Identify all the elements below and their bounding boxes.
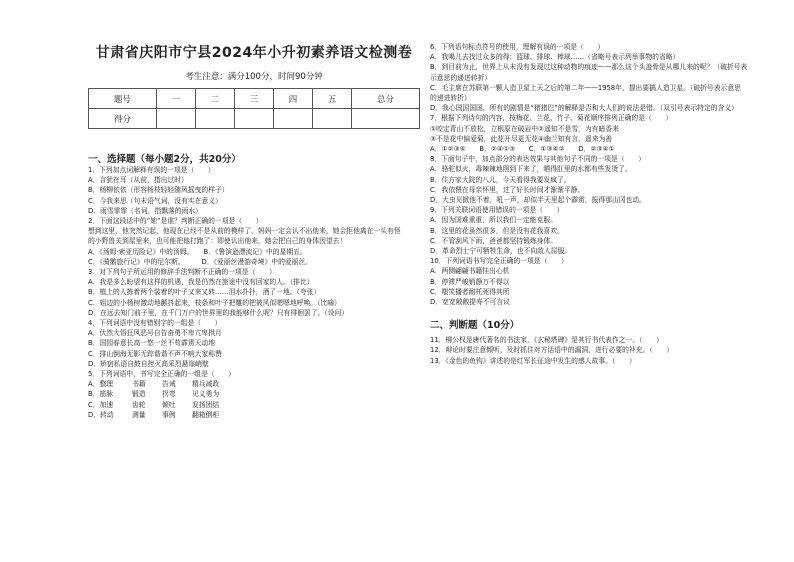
score-header-cell: 总分 (352, 89, 420, 109)
option-word: 翻箱倒柜 (192, 410, 220, 419)
question-line: 10．下列词语书写完全正确的一项是（ ） (430, 257, 568, 266)
option-word: 告诫 (162, 380, 176, 389)
question-line: 13．《金色的鱼钩》讲述的是红军长征途中发生的感人故事。（ ） (430, 356, 636, 365)
question-line: 4．下列词语中没有错别字的一组是（ ） (88, 319, 222, 328)
question-line: 想到这里，他突然记起，他现在已经不是从前的模样了。妈妈一定会认不出他来，她会拒他离在一头有怪 (88, 227, 401, 236)
question-line: A．伏然大悟狂风恶号自告奋勇不卑亢卑拱月 (88, 329, 222, 338)
option-row (88, 379, 458, 389)
option-word: B．筋脉 (88, 390, 114, 399)
question-line: 的小野兽关到屋里来，也可能把他打跑了：即使认出他来，她会把自己的身体因望去！ (88, 237, 347, 246)
question-line: 11．柳公权是唐代著名的书法家，《玄秘塔碑》是其行书代表作之一。（ ） (430, 336, 663, 345)
exam-notice: 考生注意：满分100分，时间90分钟 (185, 72, 323, 82)
score-table-header (89, 89, 420, 109)
score-cell[interactable] (195, 109, 234, 129)
option-word: 锻造 (132, 390, 146, 399)
score-header-cell: 题号 (89, 89, 157, 109)
option-word: 测量 (132, 410, 146, 419)
option-word: C．加速 (88, 400, 114, 409)
score-table (88, 88, 420, 129)
question-line: 2．下面这段话中的“她”是谁？判断正确的一项是（ ） (88, 217, 263, 226)
question-line: D．雨雪霏霏（名词，指飘落的雨水） (88, 206, 202, 215)
option-word: 事例 (162, 410, 176, 419)
question-line: 1．下列加点词解释有误的一项是（ ） (88, 166, 215, 174)
question-line: D．宽宽敞敞提寿不可言议 (430, 298, 510, 307)
exam-title: 甘肃省庆阳市宁县2024年小升初素养语文检测卷 (95, 45, 413, 61)
question-line: ①咬定青山不放松，立根原在破岩中②遥知不是雪，为有暗香来 (430, 124, 619, 133)
option-word: D．转动 (88, 410, 114, 419)
question-line: D．矫宿私语自鼓自控灭高采烈悬崖峭壁 (88, 359, 209, 368)
question-line: B．杨柳依依（形容杨枝轻轻随风摇曳的样子） (88, 186, 229, 195)
option-word: 拐弯 (162, 390, 176, 399)
score-row-label: 得分 (89, 109, 157, 129)
score-header-cell: 五 (313, 89, 352, 109)
left-column (88, 0, 458, 420)
question-line: B．到目前为止，世界上从未没有发现过这种动物的痕迹——那么这个头盖骨是从哪儿来的呢？（破折号表 (430, 63, 748, 72)
option-word: 书籍 (132, 380, 146, 389)
question-line: C．姐边的小杨树激动地颤抖起来，枝条和叶子把雕的把被风似嗯嗯地呼唤。（比喻） (88, 298, 341, 307)
option-word: 齿轮 (132, 400, 146, 409)
score-header-cell: 四 (274, 89, 313, 109)
question-line: D．我心国国国国，所有的剧情是“猪猪巴”的解释是否和大人们的说法是错。（双引号表示特定的含义） (430, 104, 738, 113)
question-line: 12．辩论时要注意倾听，及时抓住对方话语中的漏洞，进行必要的补充。（ ） (430, 346, 674, 355)
option-row (88, 400, 458, 410)
option-word: 精兵减政 (192, 380, 220, 389)
option-row (88, 410, 458, 420)
question-line: A．骆驼似火，毒辣辣地照到下来了，晒得肛里的水都有些发烫了。 (430, 165, 632, 174)
option-word: 发扬团结 (192, 400, 220, 409)
question-line: 3．对下列句子所运用的修辞手法判断不正确的一项是（ ） (88, 268, 276, 277)
right-question-lines (430, 42, 782, 307)
question-line: 的递进转折） (430, 94, 471, 103)
option-word: 倾吐 (162, 400, 176, 409)
question-line: 示意思的递进转折） (430, 73, 492, 82)
question-line: C．嗤笑播者耐托死得其所 (430, 287, 510, 296)
question-line: 7．根据下列诗句的内容，按梅花、兰花、竹子、菊花顺序排列正确的是（ ） (430, 114, 673, 123)
question-line: A．因为国难重重，所以我们一定能克服。 (430, 216, 557, 225)
question-line: ③不是花中偏爱菊，此花开尽更无花④幽兰知有言，遥来为善 (430, 134, 613, 143)
score-cell[interactable] (274, 109, 313, 129)
question-line: C．毛主席在苏联第一颗人造卫星上天之后的第二年——1958年，提出要搞人造卫星。（破折号表示意思 (430, 83, 741, 92)
question-line: C．我依偎在母亲怀里，过了好长时间才渐渐平静。 (430, 185, 585, 194)
question-line: C．今我来思（句末语气词，没有实在意义） (88, 196, 222, 205)
score-cell[interactable] (313, 109, 352, 129)
question-line: B．这里的花虽然很多，但是没有花我喜欢。 (430, 226, 564, 235)
q5-options (88, 379, 458, 420)
option-word: 见义勇为 (192, 390, 220, 399)
score-header-cell: 三 (234, 89, 273, 109)
question-line: A．两侧翩翩书籍挂出心机 (430, 267, 510, 276)
right-column (430, 42, 782, 366)
question-line: A．我是多么盼望有这样的机遇，我是仍然在旅途中没有回家的人。（排比） (88, 278, 314, 287)
section-heading-choice: 一、选择题（每小题2分，共20分） (88, 154, 241, 165)
score-cell[interactable] (234, 109, 273, 129)
score-cell[interactable] (156, 109, 195, 129)
question-line: B．停滞严峻销静万不得以 (430, 277, 510, 286)
score-header-cell: 一 (156, 89, 195, 109)
left-question-lines (88, 165, 458, 379)
question-line: A．《汤姆·索亚历险记》中的汤姆。 B．《鲁滨逊漂流记》中的星期五。 (88, 247, 307, 256)
question-line: B．植上的人拣着两个装着的叶子又来又转……泪水扑扑，酒了一地。（夸张） (88, 288, 321, 297)
judge-question-lines (430, 335, 782, 366)
score-cell[interactable] (352, 109, 420, 129)
question-line: B．住方家大院的八儿，今天看得我要发疯了。 (430, 175, 571, 184)
question-line: B．国园春意长高一悠一丝不苟霹雳天动地 (88, 339, 216, 348)
question-line: C．不管刮风下雨，爸爸都坚持锻炼身体。 (430, 236, 558, 245)
question-line: A．①②③④ B．②④①③ C．①③④② D．②③④① (430, 145, 615, 154)
question-line: A．我喝儿去找过众多的得：篮球、排球、棒球……（省略号表示列举事物的省略） (430, 53, 680, 62)
question-line: D．大虫见掀他不着，吼一声，却似半天里起个霹雳，振得那山冈也动。 (430, 196, 646, 205)
section-heading-judge: 二、判断题（10分） (430, 320, 520, 332)
score-table-row (89, 109, 420, 129)
question-line: A．言犹在耳（从前，指出过时） (88, 176, 188, 185)
score-header-cell: 二 (195, 89, 234, 109)
question-line: 9．下列关联词语使用错误的一项是（ ） (430, 206, 564, 215)
question-line: D．革命烈士宁可牺牲生命，也不向敌人屈服。 (430, 247, 572, 256)
question-line: 6．下列语句标点符号的使用，理解有误的一项是（ ） (430, 43, 605, 51)
option-row (88, 389, 458, 399)
question-line: C．《骑鹅旅行记》中的尼尔斯。 D．《爱丽丝漫游奇境》中的爱丽丝。 (88, 257, 313, 266)
question-line: C．排山倒海无影无踪谐谐不声不响大家称赞 (88, 349, 222, 358)
option-word: A．整理 (88, 380, 114, 389)
question-line: D．在远去知门前子里，在千门万户的世界里的我能够什么呢？只有徘徊罢了。（设问） (88, 308, 349, 317)
question-line: 5．下列词语中，书写完全正确的一组是（ ） (88, 370, 236, 379)
question-line: 8．下面句子中，加点部分的表达效果与其他句子不同的一项是（ ） (430, 155, 646, 164)
